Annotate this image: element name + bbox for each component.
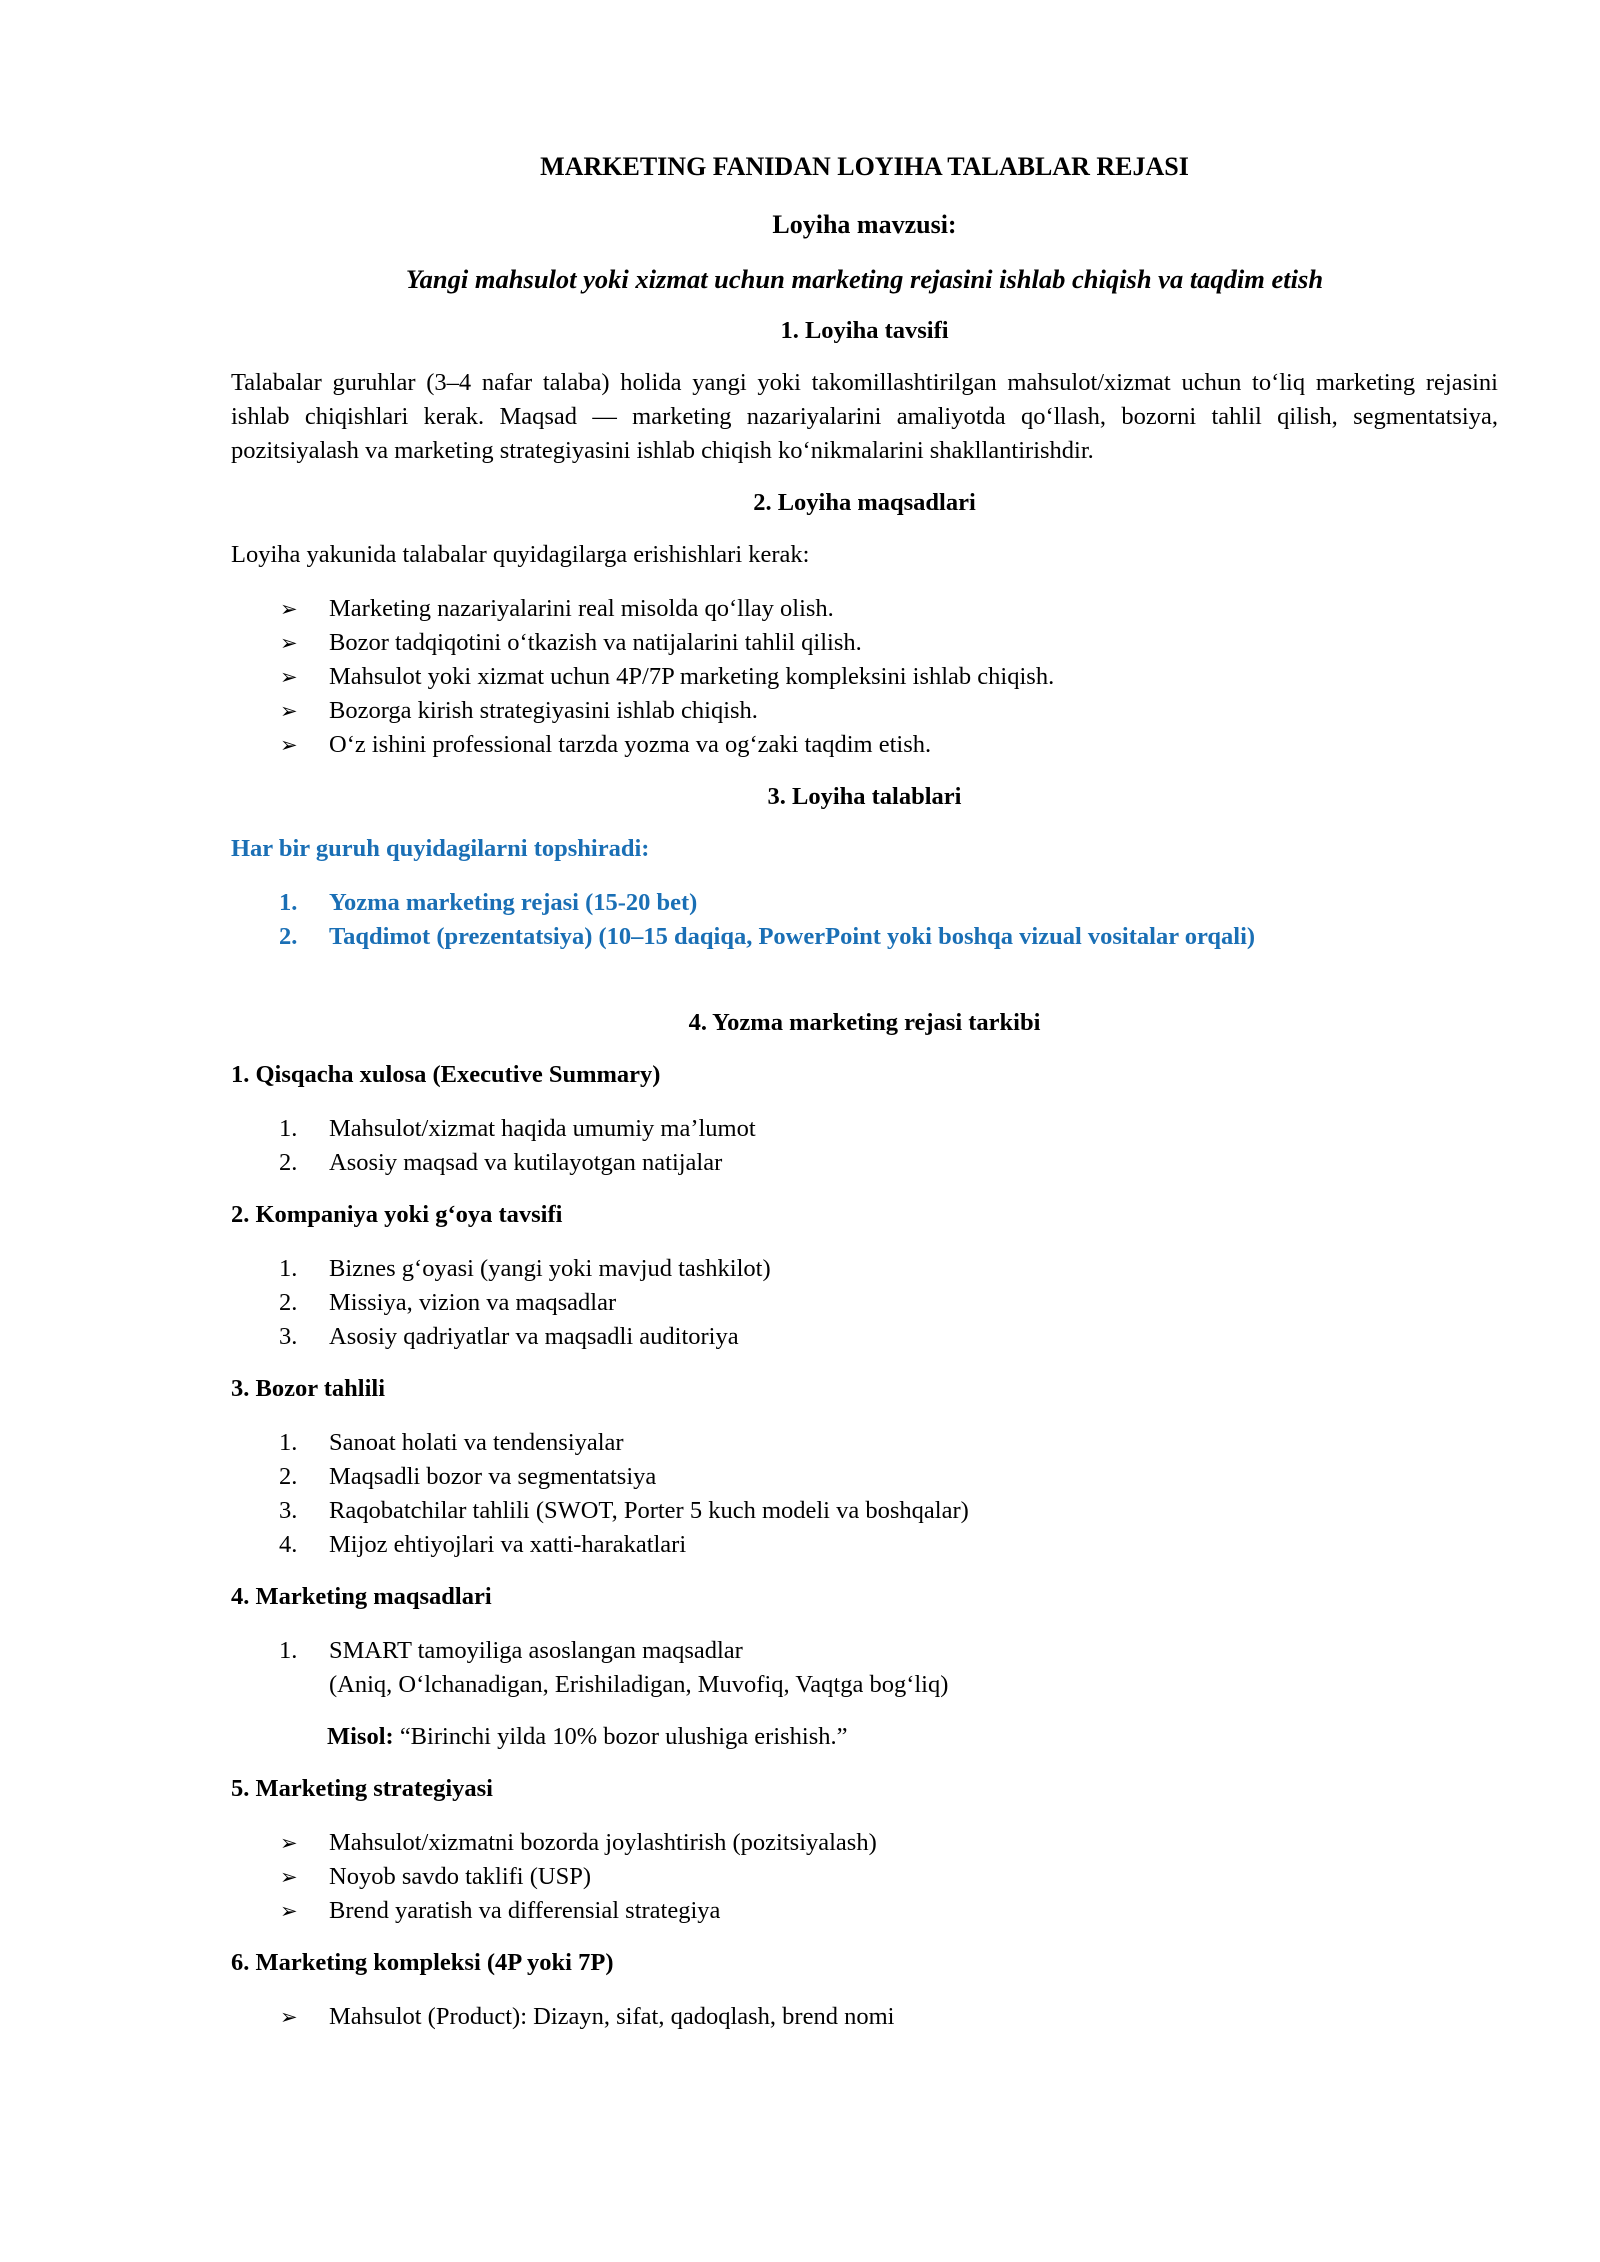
list-item: 3. Raqobatchilar tahlili (SWOT, Porter 5 kuch modeli va boshqalar) xyxy=(279,1497,969,1524)
arrow-bullet-icon: ➢ xyxy=(280,631,298,655)
list-item: ➢ Mahsulot yoki xizmat uchun 4P/7P marketing kompleksini ishlab chiqish. xyxy=(231,660,1498,694)
arrow-bullet-icon: ➢ xyxy=(280,1899,298,1923)
example-text: “Birinchi yilda 10% bozor ulushiga erishish.” xyxy=(393,1723,848,1750)
arrow-bullet-icon: ➢ xyxy=(280,665,298,689)
list-item: 1. Mahsulot/xizmat haqida umumiy ma’lumot xyxy=(279,1115,756,1142)
description-paragraph: Talabalar guruhlar (3–4 nafar talaba) holida yangi yoki takomillashtirilgan mahsulot/xizmat uchun to‘liq marketing rejasini ishlab chiqishlari kerak. Maqsad — marketing nazariyalarini amaliyotda qo‘llash, bozorni tahlil qilish, segmentatsiya, pozitsiyalash va marketing strategiyasini ishlab chiqish ko‘nikmalarini shakllantirishdir. xyxy=(231,369,1498,464)
strategy-list xyxy=(231,1826,1498,1928)
arrow-bullet-icon: ➢ xyxy=(280,1831,298,1855)
subheading-market: 3. Bozor tahlili xyxy=(231,1375,386,1402)
list-item: 2. Maqsadli bozor va segmentatsiya xyxy=(279,1463,657,1490)
subheading-strategy: 5. Marketing strategiyasi xyxy=(231,1775,493,1802)
list-item: ➢ Brend yaratish va differensial strategiya xyxy=(231,1894,1498,1928)
list-item: 2. Asosiy maqsad va kutilayotgan natijalar xyxy=(279,1149,723,1176)
list-item: 2. Missiya, vizion va maqsadlar xyxy=(279,1289,617,1316)
arrow-bullet-icon: ➢ xyxy=(280,597,298,621)
arrow-bullet-icon: ➢ xyxy=(280,2005,298,2029)
list-item: 2. Taqdimot (prezentatsiya) (10–15 daqiqa, PowerPoint yoki boshqa vizual vositalar orqali) xyxy=(279,923,1256,950)
list-item: 1. SMART tamoyiliga asoslangan maqsadlar (Aniq, O‘lchanadigan, Erishiladigan, Muvofiq, Vaqtga bog‘liq) xyxy=(279,1637,949,1698)
list-item: 1. Sanoat holati va tendensiyalar xyxy=(279,1429,624,1456)
market-list xyxy=(231,1426,1498,1562)
list-item: 1. Yozma marketing rejasi (15-20 bet) xyxy=(279,889,698,916)
list-item: ➢ Bozor tadqiqotini o‘tkazish va natijalarini tahlil qilish. xyxy=(231,626,1498,660)
arrow-bullet-icon: ➢ xyxy=(280,699,298,723)
example-line xyxy=(231,1720,1498,1754)
list-item: 3. Asosiy qadriyatlar va maqsadli auditoriya xyxy=(279,1323,739,1350)
list-item: 1. Biznes g‘oyasi (yangi yoki mavjud tashkilot) xyxy=(279,1255,771,1282)
list-item: ➢ Noyob savdo taklifi (USP) xyxy=(231,1860,1498,1894)
subheading-goals: 4. Marketing maqsadlari xyxy=(231,1583,492,1610)
section-heading-requirements: 3. Loyiha talablari xyxy=(767,783,962,810)
mix-list xyxy=(231,2000,1498,2034)
section-heading-structure: 4. Yozma marketing rejasi tarkibi xyxy=(688,1009,1041,1036)
arrow-bullet-icon: ➢ xyxy=(280,733,298,757)
topic-label: Loyiha mavzusi: xyxy=(772,210,957,239)
marketing-goals-list xyxy=(231,1634,1498,1702)
subheading-summary: 1. Qisqacha xulosa (Executive Summary) xyxy=(231,1061,661,1088)
requirements-list xyxy=(231,886,1498,954)
arrow-bullet-icon: ➢ xyxy=(280,1865,298,1889)
company-list xyxy=(231,1252,1498,1354)
list-item: 4. Mijoz ehtiyojlari va xatti-harakatlari xyxy=(279,1531,687,1558)
section-heading-description: 1. Loyiha tavsifi xyxy=(780,317,949,344)
example-label: Misol: xyxy=(327,1723,394,1750)
document-page xyxy=(231,150,1498,2052)
subheading-company: 2. Kompaniya yoki g‘oya tavsifi xyxy=(231,1201,563,1228)
summary-list xyxy=(231,1112,1498,1180)
subheading-mix: 6. Marketing kompleksi (4P yoki 7P) xyxy=(231,1949,614,1976)
list-item: ➢ Bozorga kirish strategiyasini ishlab chiqish. xyxy=(231,694,1498,728)
requirements-lead: Har bir guruh quyidagilarni topshiradi: xyxy=(231,835,650,862)
document-title: MARKETING FANIDAN LOYIHA TALABLAR REJASI xyxy=(540,152,1189,181)
goals-lead: Loyiha yakunida talabalar quyidagilarga erishishlari kerak: xyxy=(231,541,810,568)
goals-list xyxy=(231,592,1498,762)
section-heading-goals: 2. Loyiha maqsadlari xyxy=(753,489,976,516)
list-item: ➢ Marketing nazariyalarini real misolda qo‘llay olish. xyxy=(231,592,1498,626)
list-item: ➢ Mahsulot (Product): Dizayn, sifat, qadoqlash, brend nomi xyxy=(231,2000,1498,2034)
list-item: ➢ O‘z ishini professional tarzda yozma va og‘zaki taqdim etish. xyxy=(231,728,1498,762)
list-item: ➢ Mahsulot/xizmatni bozorda joylashtirish (pozitsiyalash) xyxy=(231,1826,1498,1860)
topic-title: Yangi mahsulot yoki xizmat uchun marketing rejasini ishlab chiqish va taqdim etish xyxy=(405,264,1324,294)
